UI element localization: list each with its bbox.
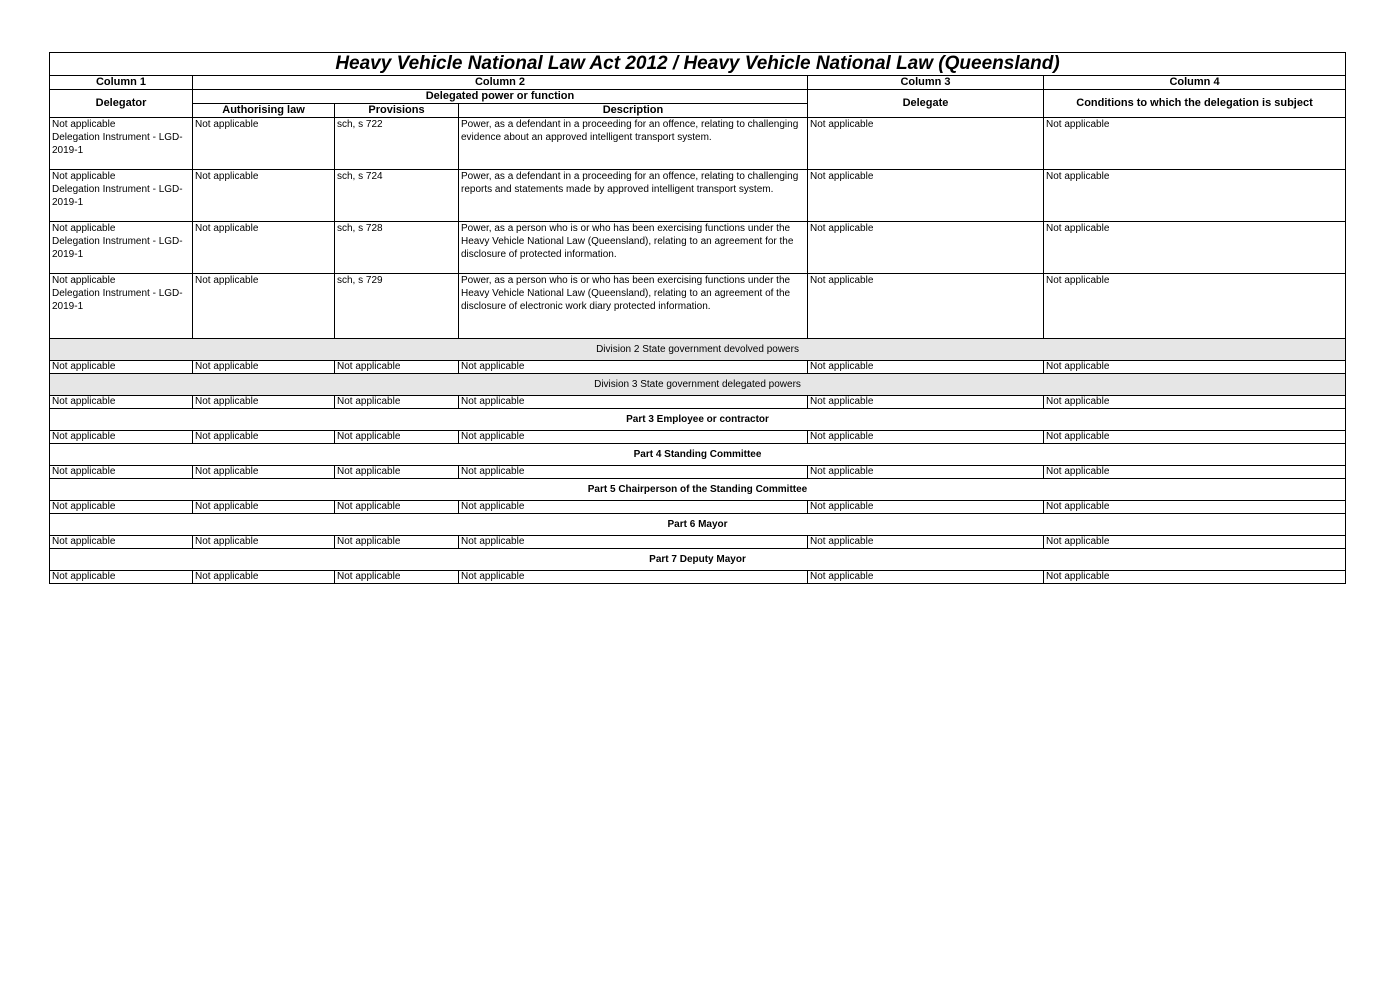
na-cell: Not applicable	[335, 536, 459, 549]
na-cell: Not applicable	[50, 396, 193, 409]
table-row	[50, 466, 1346, 479]
na-cell: Not applicable	[808, 466, 1044, 479]
authorising-law-cell: Not applicable	[193, 222, 335, 274]
column-4-header: Column 4	[1044, 76, 1346, 90]
column-2-header: Column 2	[193, 76, 808, 90]
delegator-cell: Not applicable Delegation Instrument - LGD-2019-1	[50, 274, 193, 339]
conditions-cell: Not applicable	[1044, 222, 1346, 274]
na-cell: Not applicable	[335, 396, 459, 409]
provisions-cell: sch, s 724	[335, 170, 459, 222]
provisions-cell: sch, s 729	[335, 274, 459, 339]
na-cell: Not applicable	[50, 361, 193, 374]
section-heading: Part 3 Employee or contractor	[50, 409, 1346, 431]
column-1-header: Column 1	[50, 76, 193, 90]
delegated-power-header: Delegated power or function	[193, 90, 808, 104]
na-cell: Not applicable	[193, 431, 335, 444]
na-cell: Not applicable	[808, 361, 1044, 374]
na-cell: Not applicable	[808, 571, 1044, 584]
delegator-cell: Not applicable Delegation Instrument - LGD-2019-1	[50, 118, 193, 170]
section-row-division-2	[50, 339, 1346, 361]
delegate-cell: Not applicable	[808, 274, 1044, 339]
authorising-law-cell: Not applicable	[193, 118, 335, 170]
na-cell: Not applicable	[335, 431, 459, 444]
na-cell: Not applicable	[50, 571, 193, 584]
description-cell: Power, as a defendant in a proceeding for an offence, relating to challenging evidence about an approved intelligent transport system.	[459, 118, 808, 170]
na-cell: Not applicable	[808, 396, 1044, 409]
na-cell: Not applicable	[1044, 501, 1346, 514]
delegate-header: Delegate	[808, 90, 1044, 118]
section-row-part-5	[50, 479, 1346, 501]
na-cell: Not applicable	[1044, 361, 1346, 374]
description-cell: Power, as a person who is or who has been exercising functions under the Heavy Vehicle National Law (Queensland), relating to an agreement of the disclosure of electronic work diary protected information.	[459, 274, 808, 339]
section-row-part-4	[50, 444, 1346, 466]
conditions-cell: Not applicable	[1044, 274, 1346, 339]
na-cell: Not applicable	[1044, 536, 1346, 549]
table-row	[50, 118, 1346, 170]
na-cell: Not applicable	[459, 431, 808, 444]
na-cell: Not applicable	[1044, 571, 1346, 584]
section-row-part-3	[50, 409, 1346, 431]
conditions-cell: Not applicable	[1044, 170, 1346, 222]
authorising-law-header: Authorising law	[193, 104, 335, 118]
na-cell: Not applicable	[459, 501, 808, 514]
na-cell: Not applicable	[193, 396, 335, 409]
section-row-division-3	[50, 374, 1346, 396]
provisions-cell: sch, s 722	[335, 118, 459, 170]
provisions-cell: sch, s 728	[335, 222, 459, 274]
na-cell: Not applicable	[335, 501, 459, 514]
description-cell: Power, as a person who is or who has been exercising functions under the Heavy Vehicle National Law (Queensland), relating to an agreement for the disclosure of protected information.	[459, 222, 808, 274]
na-cell: Not applicable	[1044, 396, 1346, 409]
na-cell: Not applicable	[335, 466, 459, 479]
section-heading: Part 4 Standing Committee	[50, 444, 1346, 466]
table-row	[50, 170, 1346, 222]
section-heading: Part 5 Chairperson of the Standing Committee	[50, 479, 1346, 501]
table-row	[50, 361, 1346, 374]
na-cell: Not applicable	[459, 571, 808, 584]
section-heading: Part 6 Mayor	[50, 514, 1346, 536]
authorising-law-cell: Not applicable	[193, 274, 335, 339]
na-cell: Not applicable	[1044, 466, 1346, 479]
section-heading: Division 3 State government delegated powers	[50, 374, 1346, 396]
na-cell: Not applicable	[459, 536, 808, 549]
delegate-cell: Not applicable	[808, 170, 1044, 222]
na-cell: Not applicable	[50, 536, 193, 549]
delegate-cell: Not applicable	[808, 222, 1044, 274]
delegation-register-sheet	[49, 52, 1345, 584]
table-row	[50, 536, 1346, 549]
na-cell: Not applicable	[193, 536, 335, 549]
delegator-cell: Not applicable Delegation Instrument - LGD-2019-1	[50, 222, 193, 274]
na-cell: Not applicable	[335, 571, 459, 584]
table-row	[50, 571, 1346, 584]
na-cell: Not applicable	[459, 466, 808, 479]
delegation-table	[49, 52, 1346, 584]
section-heading: Division 2 State government devolved powers	[50, 339, 1346, 361]
column-3-header: Column 3	[808, 76, 1044, 90]
na-cell: Not applicable	[459, 396, 808, 409]
na-cell: Not applicable	[193, 501, 335, 514]
na-cell: Not applicable	[808, 431, 1044, 444]
table-row	[50, 274, 1346, 339]
table-row	[50, 501, 1346, 514]
na-cell: Not applicable	[335, 361, 459, 374]
na-cell: Not applicable	[50, 466, 193, 479]
section-row-part-6	[50, 514, 1346, 536]
conditions-header: Conditions to which the delegation is subject	[1044, 90, 1346, 118]
na-cell: Not applicable	[193, 466, 335, 479]
na-cell: Not applicable	[50, 501, 193, 514]
description-cell: Power, as a defendant in a proceeding for an offence, relating to challenging reports and statements made by approved intelligent transport system.	[459, 170, 808, 222]
description-header: Description	[459, 104, 808, 118]
na-cell: Not applicable	[459, 361, 808, 374]
conditions-cell: Not applicable	[1044, 118, 1346, 170]
delegate-cell: Not applicable	[808, 118, 1044, 170]
na-cell: Not applicable	[50, 431, 193, 444]
section-row-part-7	[50, 549, 1346, 571]
na-cell: Not applicable	[193, 571, 335, 584]
na-cell: Not applicable	[808, 536, 1044, 549]
table-title: Heavy Vehicle National Law Act 2012 / Heavy Vehicle National Law (Queensland)	[50, 53, 1346, 76]
table-row	[50, 396, 1346, 409]
section-heading: Part 7 Deputy Mayor	[50, 549, 1346, 571]
na-cell: Not applicable	[1044, 431, 1346, 444]
na-cell: Not applicable	[808, 501, 1044, 514]
authorising-law-cell: Not applicable	[193, 170, 335, 222]
delegator-header: Delegator	[50, 90, 193, 118]
na-cell: Not applicable	[193, 361, 335, 374]
provisions-header: Provisions	[335, 104, 459, 118]
delegator-cell: Not applicable Delegation Instrument - LGD-2019-1	[50, 170, 193, 222]
table-row	[50, 431, 1346, 444]
table-row	[50, 222, 1346, 274]
